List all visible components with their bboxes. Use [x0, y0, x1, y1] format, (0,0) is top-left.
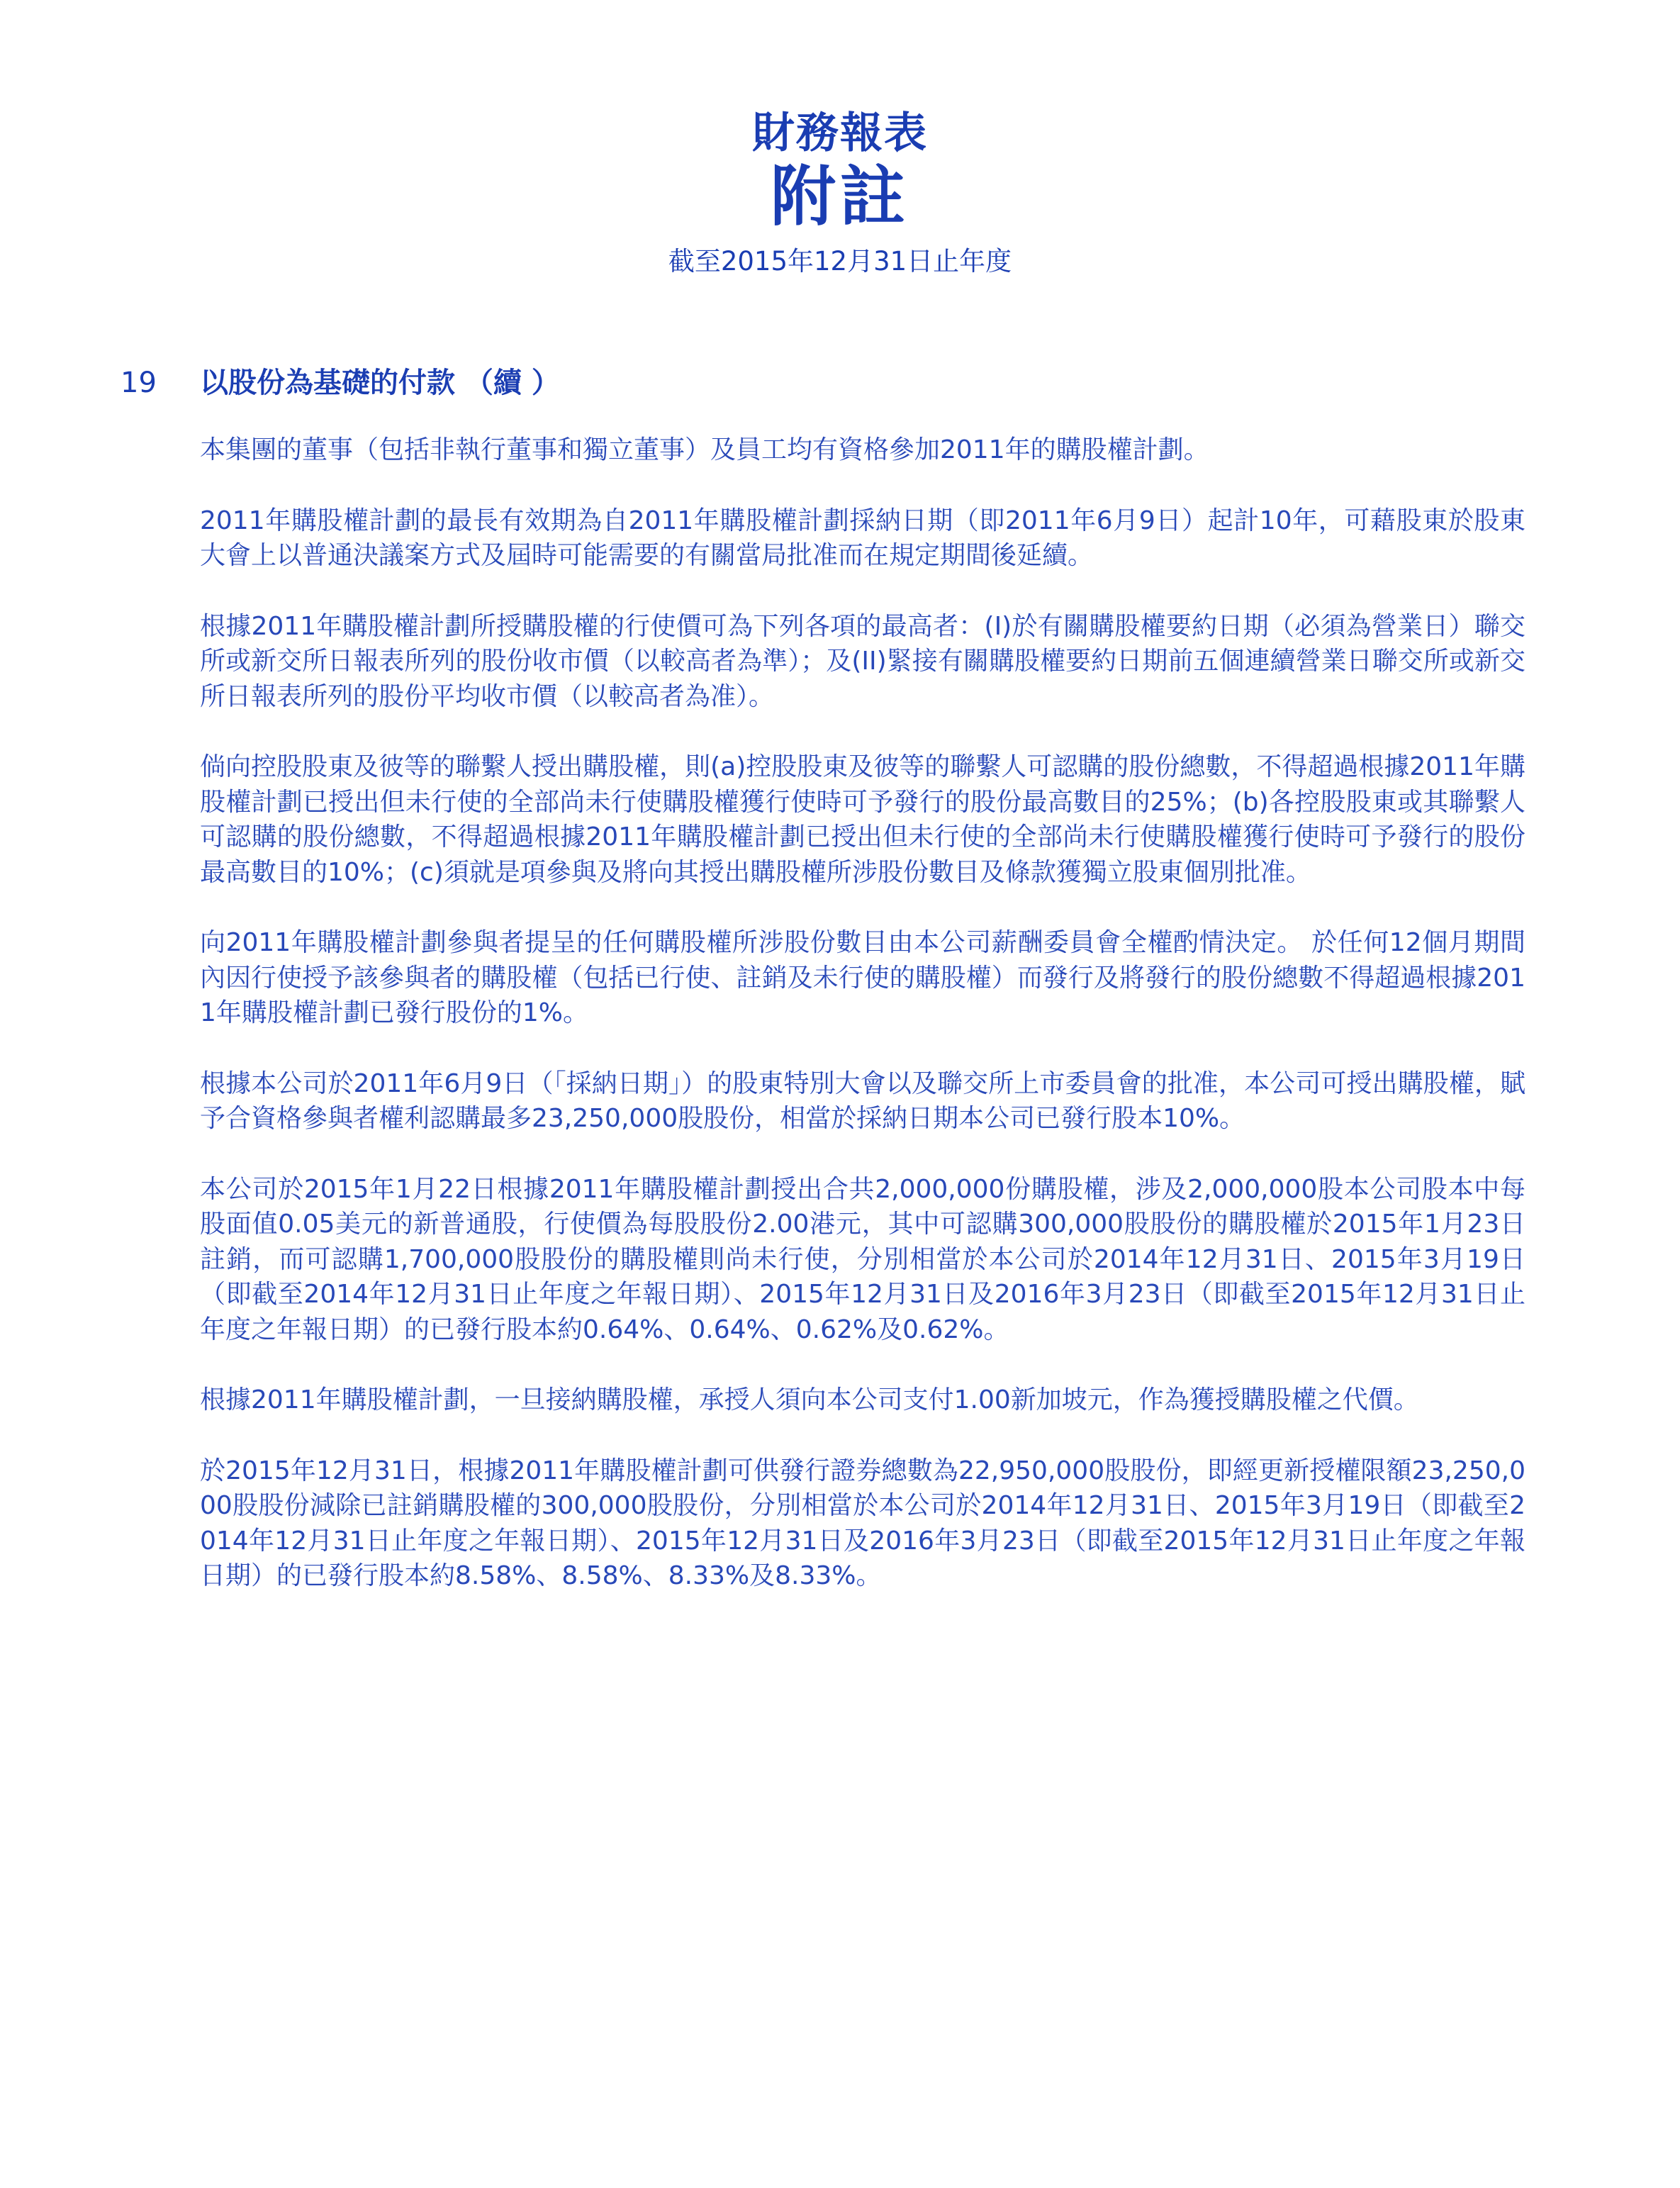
- paragraph-validity-period: 2011年購股權計劃的最長有效期為自2011年購股權計劃採納日期（即2011年6月9日）起計10年，可藉股東於股東大會上以普通決議案方式及屆時可能需要的有關當局批准而在規定期間後延續。: [200, 506, 1525, 570]
- paragraph-controlling-shareholders: 倘向控股股東及彼等的聯繫人授出購股權，則(a)控股股東及彼等的聯繫人可認購的股份總數，不得超過根據2011年購股權計劃已授出但未行使的全部尚未行使購股權獲行使時可予發行的股份最高數目的25%；(b)各控股股東或其聯繫人可認購的股份總數，不得超過根據2011年購股權計劃已授出但未行使的全部尚未行使購股權獲行使時可予發行的股份最高數目的10%；(c)須就是項參與及將向其授出購股權所涉股份數目及條款獲獨立股東個別批准。: [200, 752, 1525, 887]
- paragraph-participant-limit: 向2011年購股權計劃參與者提呈的任何購股權所涉股份數目由本公司薪酬委員會全權酌情決定。 於任何12個月期間內因行使授予該參與者的購股權（包括已行使、註銷及未行使的購股權）而發行及將發行的股份總數不得超過根據2011年購股權計劃已發行股份的1%。: [200, 928, 1525, 1027]
- paragraph-exercise-price: 根據2011年購股權計劃所授購股權的行使價可為下列各項的最高者：(I)於有關購股權要約日期（必須為營業日）聯交所或新交所日報表所列的股份收市價（以較高者為準）；及(II)緊接有關購股權要約日期前五個連續營業日聯交所或新交所日報表所列的股份平均收市價（以較高者為准）。: [200, 611, 1525, 711]
- section-body: [200, 432, 1525, 1629]
- notes-title: 附註: [770, 159, 909, 235]
- section-title: 以股份為基礎的付款 （續 ）: [200, 367, 560, 399]
- paragraph-eligibility: 本集團的董事（包括非執行董事和獨立董事）及員工均有資格參加2011年的購股權計劃。: [200, 435, 1209, 464]
- period-subtitle: 截至2015年12月31日止年度: [668, 246, 1012, 277]
- paragraph-acceptance-consideration: 根據2011年購股權計劃，一旦接納購股權，承授人須向本公司支付1.00新加坡元，作為獲授購股權之代價。: [200, 1385, 1419, 1414]
- paragraph-securities-available: 於2015年12月31日，根據2011年購股權計劃可供發行證券總數為22,950,000股股份，即經更新授權限額23,250,000股股份減除已註銷購股權的300,000股股份，分別相當於本公司於2014年12月31日、2015年3月19日（即截至2014年12月31日止年度之年報日期）、2015年12月31日及2016年3月23日（即截至2015年12月31日止年度之年報日期）的已發行股本約8.58%、8.58%、8.33%及8.33%。: [200, 1456, 1525, 1590]
- paragraph-scheme-mandate: 根據本公司於2011年6月9日（「採納日期」）的股東特別大會以及聯交所上市委員會的批准，本公司可授出購股權，賦予合資格參與者權利認購最多23,250,000股股份，相當於採納日期本公司已發行股本10%。: [200, 1068, 1525, 1133]
- section-heading: [121, 363, 560, 403]
- page-header: [0, 106, 1680, 279]
- paragraph-grant-2015: 本公司於2015年1月22日根據2011年購股權計劃授出合共2,000,000份購股權，涉及2,000,000股本公司股本中每股面值0.05美元的新普通股，行使價為每股股份2.00港元，其中可認購300,000股股份的購股權於2015年1月23日註銷，而可認購1,700,000股股份的購股權則尚未行使，分別相當於本公司於2014年12月31日、2015年3月19日（即截至2014年12月31日止年度之年報日期）、2015年12月31日及2016年3月23日（即截至2015年12月31日止年度之年報日期）的已發行股本約0.64%、0.64%、0.62%及0.62%。: [200, 1174, 1525, 1344]
- section-number: 19: [121, 367, 157, 399]
- report-title: 財務報表: [752, 108, 928, 158]
